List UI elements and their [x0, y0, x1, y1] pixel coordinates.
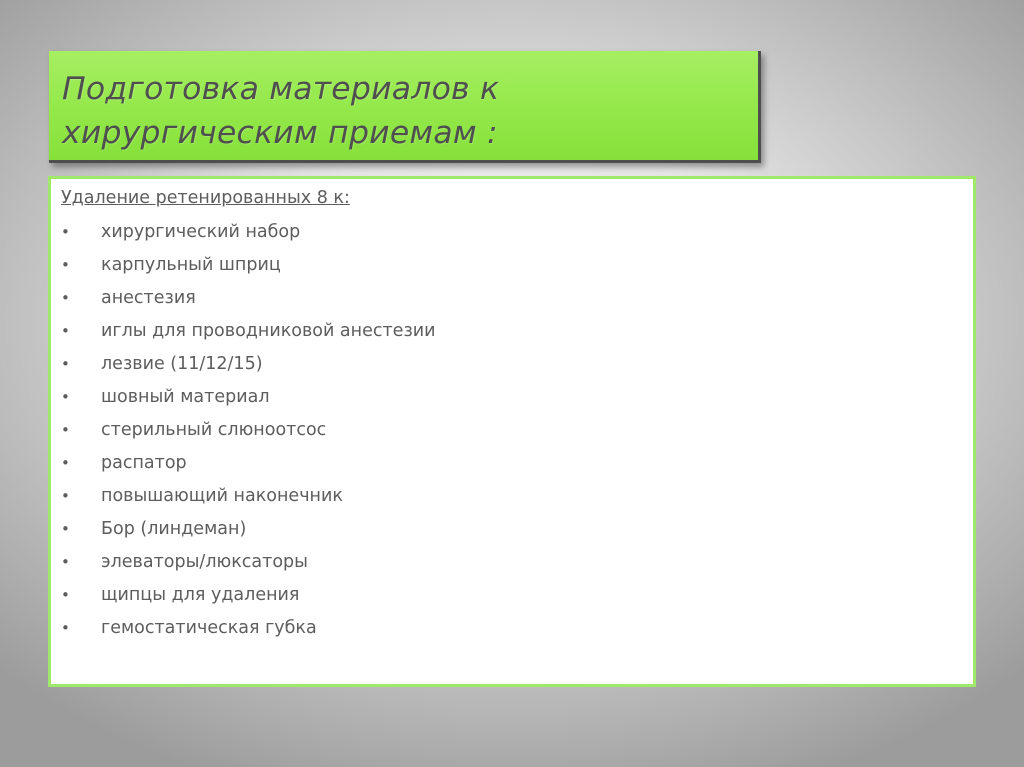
list-item	[61, 550, 963, 583]
list-item-text: шовный материал	[101, 387, 270, 407]
bullet-list	[61, 220, 963, 649]
bullet-icon: •	[61, 487, 70, 505]
list-item	[61, 286, 963, 319]
list-item-text: хирургический набор	[101, 222, 301, 242]
list-item-text: иглы для проводниковой анестезии	[101, 321, 436, 341]
list-item-text: гемостатическая губка	[101, 618, 317, 638]
list-item-text: элеваторы/люксаторы	[101, 552, 308, 572]
list-item	[61, 517, 963, 550]
list-item-text: щипцы для удаления	[101, 585, 300, 605]
list-item	[61, 418, 963, 451]
list-item-text: анестезия	[101, 288, 196, 308]
bullet-icon: •	[61, 454, 70, 472]
list-heading: Удаление ретенированных 8 к:	[61, 188, 350, 208]
list-item	[61, 352, 963, 385]
list-item	[61, 583, 963, 616]
list-item-text: распатор	[101, 453, 187, 473]
list-item	[61, 616, 963, 649]
list-item	[61, 484, 963, 517]
bullet-icon: •	[61, 520, 70, 538]
list-item-text: карпульный шприц	[101, 255, 281, 275]
list-item	[61, 220, 963, 253]
bullet-icon: •	[61, 586, 70, 604]
bullet-icon: •	[61, 322, 70, 340]
content-box	[48, 176, 976, 687]
list-item-text: лезвие (11/12/15)	[101, 354, 263, 374]
bullet-icon: •	[61, 421, 70, 439]
list-item	[61, 319, 963, 352]
list-item	[61, 385, 963, 418]
slide-title: Подготовка материалов к хирургическим приемам :	[62, 71, 500, 151]
list-item	[61, 253, 963, 286]
list-item-text: Бор (линдеман)	[101, 519, 247, 539]
list-item	[61, 451, 963, 484]
bullet-icon: •	[61, 289, 70, 307]
list-item-text: повышающий наконечник	[101, 486, 343, 506]
bullet-icon: •	[61, 388, 70, 406]
bullet-icon: •	[61, 355, 70, 373]
list-item-text: стерильный слюноотсос	[101, 420, 327, 440]
title-box	[49, 51, 761, 163]
bullet-icon: •	[61, 256, 70, 274]
bullet-icon: •	[61, 223, 70, 241]
bullet-icon: •	[61, 553, 70, 571]
bullet-icon: •	[61, 619, 70, 637]
